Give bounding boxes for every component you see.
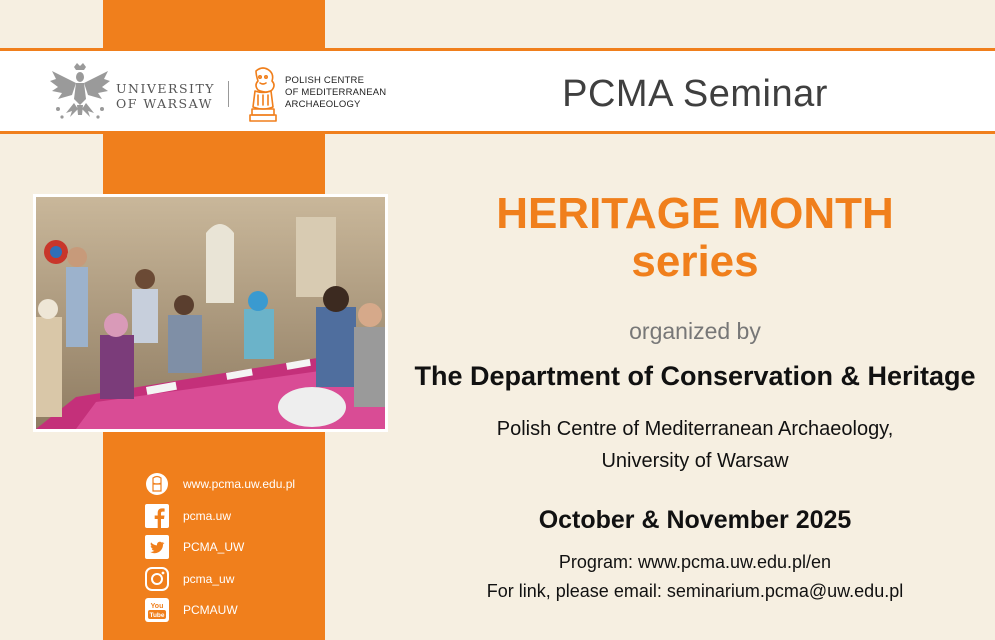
website-icon bbox=[145, 472, 169, 496]
social-label-website: www.pcma.uw.edu.pl bbox=[183, 477, 296, 491]
social-website[interactable] bbox=[145, 472, 295, 496]
youtube-icon-text-tube: Tube bbox=[149, 612, 165, 619]
program-info bbox=[395, 548, 995, 606]
series-title-line1: HERITAGE MONTH bbox=[496, 189, 894, 238]
twitter-icon bbox=[145, 535, 169, 559]
pcma-line3: ARCHAEOLOGY bbox=[285, 99, 361, 110]
program-link[interactable]: Program: www.pcma.uw.edu.pl/en bbox=[558, 552, 832, 572]
social-label-facebook: pcma.uw bbox=[183, 508, 232, 523]
university-line1: UNIVERSITY bbox=[116, 81, 216, 96]
social-links bbox=[145, 472, 295, 630]
seminar-photo bbox=[33, 194, 388, 432]
institution-line2: University of Warsaw bbox=[601, 450, 789, 472]
social-label-youtube: PCMAUW bbox=[183, 603, 238, 617]
pcma-name bbox=[285, 75, 386, 111]
lion-statue-icon bbox=[248, 65, 278, 123]
pcma-line2: OF MEDITERRANEAN bbox=[285, 87, 387, 98]
social-twitter[interactable] bbox=[145, 535, 295, 559]
logo-divider bbox=[228, 81, 229, 107]
institution-name bbox=[395, 413, 995, 477]
series-title-line2: series bbox=[631, 237, 759, 286]
pcma-line1: POLISH CENTRE bbox=[285, 75, 365, 86]
pcma-logo[interactable] bbox=[248, 65, 278, 128]
eagle-emblem-icon bbox=[50, 61, 110, 123]
youtube-icon-text-you: You bbox=[150, 603, 164, 610]
facebook-icon bbox=[145, 504, 169, 528]
social-youtube[interactable] bbox=[145, 598, 295, 622]
seminar-info bbox=[395, 0, 995, 640]
meeting-room-photo-illustration bbox=[36, 197, 385, 429]
youtube-icon bbox=[145, 598, 169, 622]
seminar-dates: October & November 2025 bbox=[538, 506, 852, 534]
seminar-title: PCMA Seminar bbox=[562, 73, 828, 115]
social-instagram[interactable] bbox=[145, 567, 295, 591]
instagram-icon bbox=[145, 567, 169, 591]
institution-line1: Polish Centre of Mediterranean Archaeology, bbox=[496, 418, 894, 440]
department-name: The Department of Conservation & Heritage bbox=[414, 361, 976, 391]
contact-email[interactable]: For link, please email: seminarium.pcma@uw.edu.pl bbox=[486, 581, 904, 601]
social-label-instagram: pcma_uw bbox=[183, 571, 235, 586]
social-facebook[interactable] bbox=[145, 504, 295, 528]
social-label-twitter: PCMA_UW bbox=[183, 540, 245, 554]
university-name bbox=[116, 81, 215, 111]
organized-by-label: organized by bbox=[629, 318, 761, 344]
series-title bbox=[395, 190, 995, 286]
university-line2: OF WARSAW bbox=[116, 96, 213, 111]
